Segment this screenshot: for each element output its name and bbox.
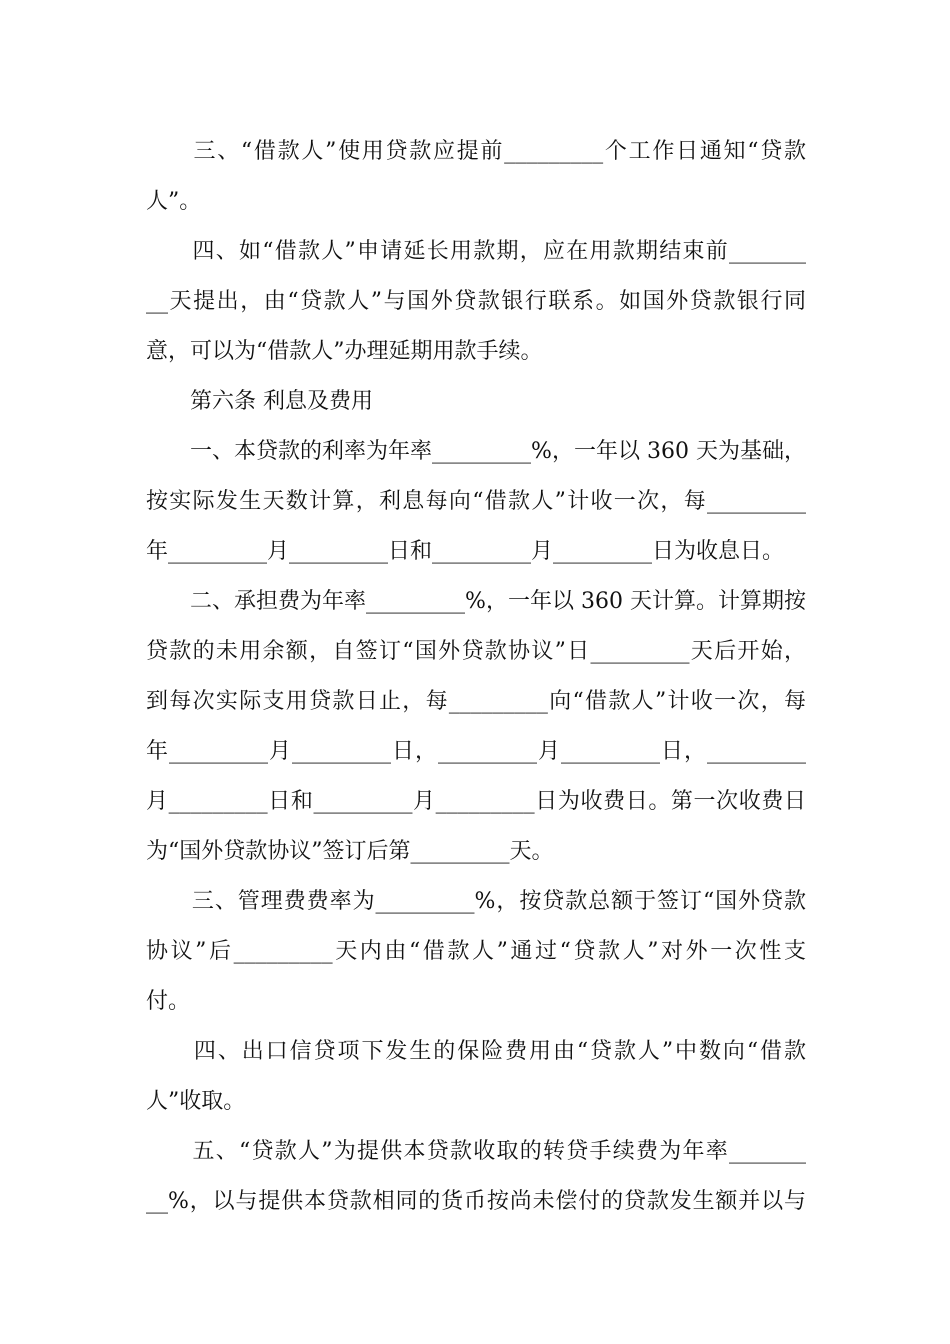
text-line: 二、承担费为年率_________%，一年以 360 天计算。计算期按 bbox=[146, 589, 806, 614]
text-line: 三、管理费费率为_________%，按贷款总额于签订“国外贷款 bbox=[146, 889, 806, 914]
text-line: __%，以与提供本贷款相同的货币按尚未偿付的贷款发生额并以与 bbox=[146, 1189, 806, 1214]
text-line: 一、本贷款的利率为年率_________%，一年以 360 天为基础， bbox=[146, 439, 806, 464]
text-line: __天提出，由“贷款人”与国外贷款银行联系。如国外贷款银行同 bbox=[146, 289, 806, 314]
text-line: 意，可以为“借款人”办理延期用款手续。 bbox=[146, 339, 543, 364]
text-line: 协议”后_________天内由“借款人”通过“贷款人”对外一次性支 bbox=[146, 939, 806, 964]
text-line: 三、“借款人”使用贷款应提前_________个工作日通知“贷款 bbox=[146, 139, 806, 164]
text-line: 到每次实际支用贷款日止，每_________向“借款人”计收一次，每 bbox=[146, 689, 806, 714]
text-line: 五、“贷款人”为提供本贷款收取的转贷手续费为年率_______ bbox=[146, 1139, 806, 1164]
text-line: 年_________月_________日和_________月_________日为收息日。 bbox=[146, 539, 785, 564]
text-line: 按实际发生天数计算，利息每向“借款人”计收一次，每_________ bbox=[146, 489, 806, 514]
text-line: 四、如“借款人”申请延长用款期，应在用款期结束前_______ bbox=[146, 239, 806, 264]
text-line: 为“国外贷款协议”签订后第_________天。 bbox=[146, 839, 554, 864]
text-line: 贷款的未用余额，自签订“国外贷款协议”日_________天后开始， bbox=[146, 639, 806, 664]
text-line: 月_________日和_________月_________日为收费日。第一次收费日 bbox=[146, 789, 806, 814]
text-line: 人”收取。 bbox=[146, 1089, 246, 1114]
text-line: 付。 bbox=[146, 989, 191, 1014]
text-line: 四、出口信贷项下发生的保险费用由“贷款人”中数向“借款 bbox=[146, 1039, 806, 1064]
text-line: 年_________月_________日，_________月_________日，_________ bbox=[146, 739, 806, 764]
section-heading: 第六条 利息及费用 bbox=[146, 389, 373, 414]
text-line: 人”。 bbox=[146, 189, 202, 214]
